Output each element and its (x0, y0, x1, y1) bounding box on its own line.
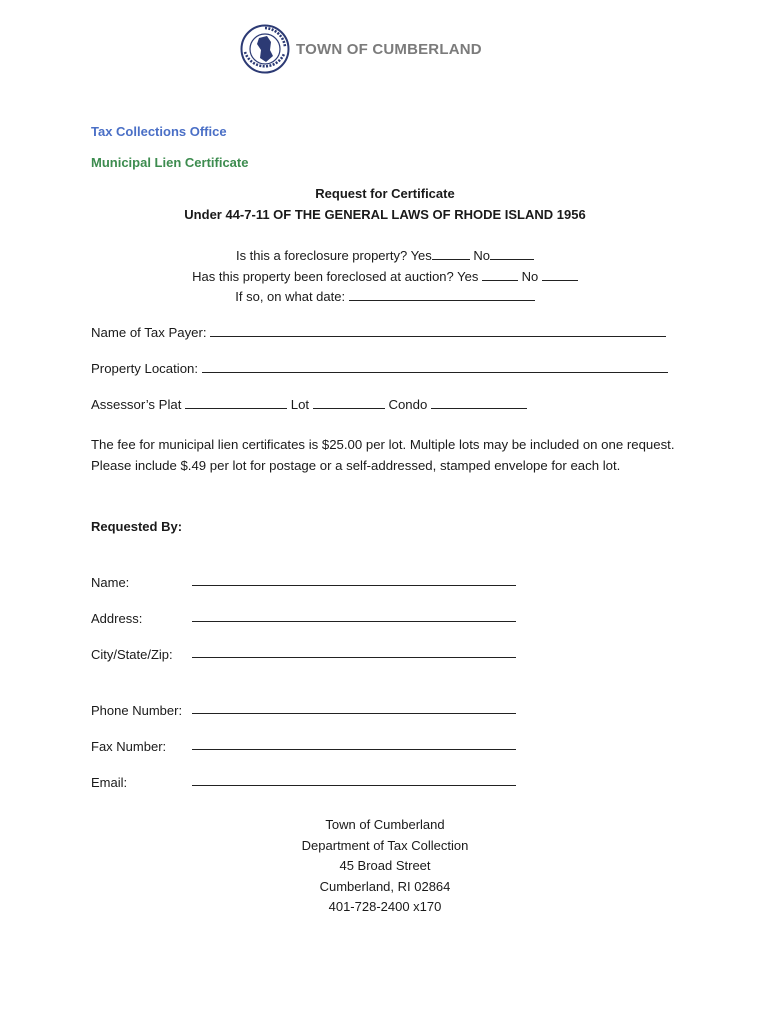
requester-address-label: Address: (91, 611, 143, 626)
requester-address-field (91, 611, 142, 626)
requester-fax-label: Fax Number: (91, 739, 167, 754)
property-location-row (91, 360, 668, 376)
requester-email-blank[interactable] (192, 785, 516, 786)
town-title: TOWN OF CUMBERLAND (296, 40, 482, 58)
address-line-1: Town of Cumberland (325, 817, 445, 832)
office-name: Tax Collections Office (91, 124, 227, 139)
requester-name-label: Name: (91, 575, 130, 590)
question-foreclosure (0, 247, 770, 263)
lot-label: Lot (290, 397, 310, 412)
request-title: Request for Certificate (315, 186, 455, 201)
requester-phone-blank[interactable] (192, 713, 516, 714)
foreclosure-no-blank[interactable] (490, 247, 534, 260)
plat-label: Assessor’s Plat (91, 397, 182, 412)
request-subtitle: Under 44-7-11 OF THE GENERAL LAWS OF RHODE ISLAND 1956 (184, 207, 586, 222)
question-foreclosure-text: Is this a foreclosure property? Yes (235, 248, 432, 263)
tax-payer-label: Name of Tax Payer: (91, 325, 207, 340)
address-line-3: 45 Broad Street (339, 858, 431, 873)
lot-blank[interactable] (313, 396, 385, 409)
plat-blank[interactable] (185, 396, 287, 409)
plat-lot-condo-row (91, 396, 527, 412)
requester-phone-label: Phone Number: (91, 703, 183, 718)
property-location-label: Property Location: (91, 361, 199, 376)
requester-phone-field (91, 703, 182, 718)
requester-address-blank[interactable] (192, 621, 516, 622)
requester-fax-blank[interactable] (192, 749, 516, 750)
property-location-blank[interactable] (202, 360, 668, 373)
question-auction (0, 268, 770, 284)
requester-name-field (91, 575, 129, 590)
fee-paragraph: The fee for municipal lien certificates is $25.00 per lot. Multiple lots may be included on one request. Please include $.49 per lot for postage or a self-addressed, stamped envelope for each lot. (91, 437, 675, 473)
question-date (0, 288, 770, 304)
town-seal-logo (240, 24, 290, 74)
auction-yes-blank[interactable] (482, 268, 518, 281)
auction-date-blank[interactable] (349, 288, 535, 301)
requester-city-field (91, 647, 173, 662)
address-line-5: 401-728-2400 x170 (328, 899, 442, 914)
requester-city-label: City/State/Zip: (91, 647, 173, 662)
requester-name-blank[interactable] (192, 585, 516, 586)
requester-city-blank[interactable] (192, 657, 516, 658)
address-line-2: Department of Tax Collection (301, 837, 469, 853)
condo-label: Condo (388, 397, 428, 412)
address-line-4: Cumberland, RI 02864 (319, 878, 451, 894)
question-date-text: If so, on what date: (235, 289, 346, 304)
certificate-name: Municipal Lien Certificate (91, 155, 249, 170)
question-auction-text: Has this property been foreclosed at auction? Yes (192, 269, 479, 284)
requested-by-heading: Requested By: (91, 519, 183, 534)
requester-email-field (91, 775, 127, 790)
auction-no-blank[interactable] (542, 268, 578, 281)
tax-payer-row (91, 324, 666, 340)
condo-blank[interactable] (431, 396, 527, 409)
question-foreclosure-no: No (473, 248, 491, 263)
letterhead (240, 22, 482, 76)
requester-fax-field (91, 739, 166, 754)
mailing-address-block (0, 815, 770, 918)
tax-payer-blank[interactable] (210, 324, 666, 337)
requester-email-label: Email: (91, 775, 128, 790)
question-auction-no: No (521, 269, 539, 284)
foreclosure-yes-blank[interactable] (432, 247, 470, 260)
